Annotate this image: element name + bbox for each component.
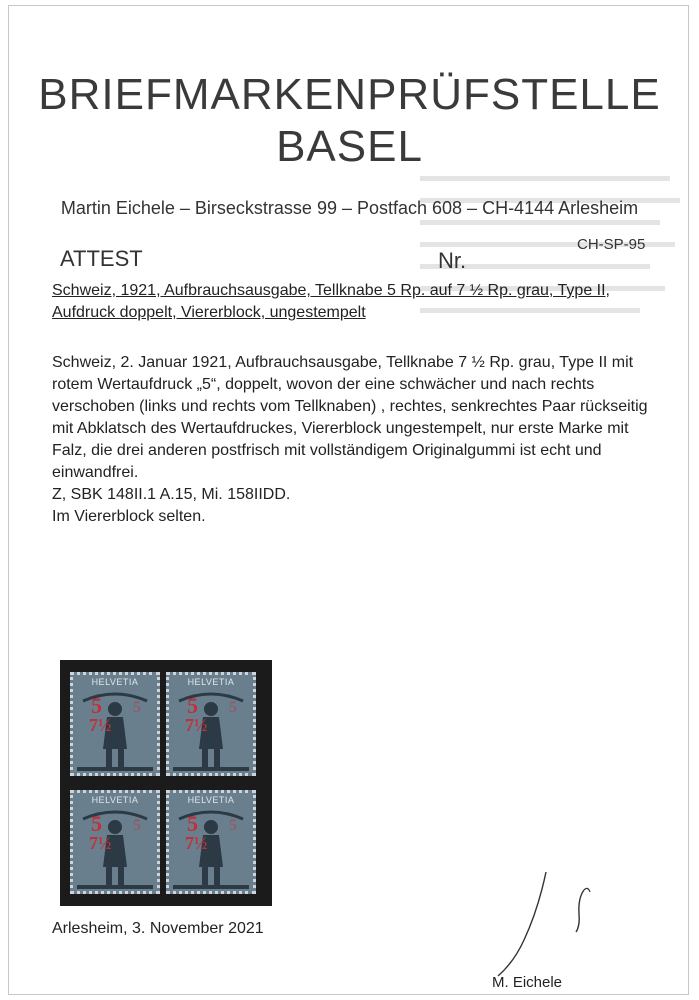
tell-boy-figure-icon [169, 687, 253, 773]
stamp-block-image [60, 660, 272, 906]
tell-boy-figure-icon [73, 687, 157, 773]
overprint-value: 5 [91, 811, 102, 836]
stamp-top-left [70, 672, 160, 776]
attest-number-label: Nr. [438, 248, 467, 273]
certificate-code: CH-SP-95 [577, 236, 646, 253]
issuer-city: BASEL [276, 122, 423, 171]
overprint-shifted: 5 [133, 817, 141, 834]
overprint-value: 5 [187, 693, 198, 718]
face-value: 7½ [185, 833, 208, 853]
catalog-reference: Z, SBK 148II.1 A.15, Mi. 158IIDD. [52, 486, 291, 503]
issuer-address: Martin Eichele – Birseckstrasse 99 – Postfach 608 – CH-4144 Arlesheim [60, 198, 639, 218]
overprint-value: 5 [91, 693, 102, 718]
stamp-summary: Schweiz, 1921, Aufbrauchsausgabe, Tellknabe 5 Rp. auf 7 ½ Rp. grau, Type II, Aufdruck doppelt, Viererblock, ungestempelt [52, 282, 610, 321]
stamp-country-text: HELVETIA [187, 677, 235, 687]
overprint-shifted: 5 [133, 699, 141, 716]
face-value: 7½ [89, 833, 112, 853]
certificate-body [52, 352, 662, 528]
overprint-value: 5 [187, 811, 198, 836]
rarity-note: Im Viererblock selten. [52, 508, 206, 525]
stamp-country-text: HELVETIA [187, 795, 235, 805]
stamp-description: Schweiz, 2. Januar 1921, Aufbrauchsausgabe, Tellknabe 7 ½ Rp. grau, Type II mit rotem Wertaufdruck „5“, doppelt, wovon der eine schwächer und nach rechts verschoben (links und rechts vom Tellknaben) , rechtes, senkrechtes Paar rückseitig mit Abklatsch des Wertaufdruckes, Viererblock ungestempelt, nur erste Marke mit Falz, die drei anderen postfrisch mit vollständigem Originalgummi ist echt und einwandfrei. [52, 354, 648, 481]
tell-boy-figure-icon [73, 805, 157, 891]
issuer-title: BRIEFMARKENPRÜFSTELLE [38, 70, 661, 119]
face-value: 7½ [185, 715, 208, 735]
signer-name: M. Eichele [492, 974, 563, 991]
place-and-date: Arlesheim, 3. November 2021 [52, 920, 264, 937]
tell-boy-figure-icon [169, 805, 253, 891]
stamp-top-right [166, 672, 256, 776]
stamp-bottom-right [166, 790, 256, 894]
stamp-country-text: HELVETIA [91, 795, 139, 805]
attest-label: ATTEST [60, 246, 143, 271]
handwritten-signature [480, 870, 620, 980]
overprint-shifted: 5 [229, 817, 237, 834]
face-value: 7½ [89, 715, 112, 735]
overprint-shifted: 5 [229, 699, 237, 716]
stamp-bottom-left [70, 790, 160, 894]
stamp-country-text: HELVETIA [91, 677, 139, 687]
